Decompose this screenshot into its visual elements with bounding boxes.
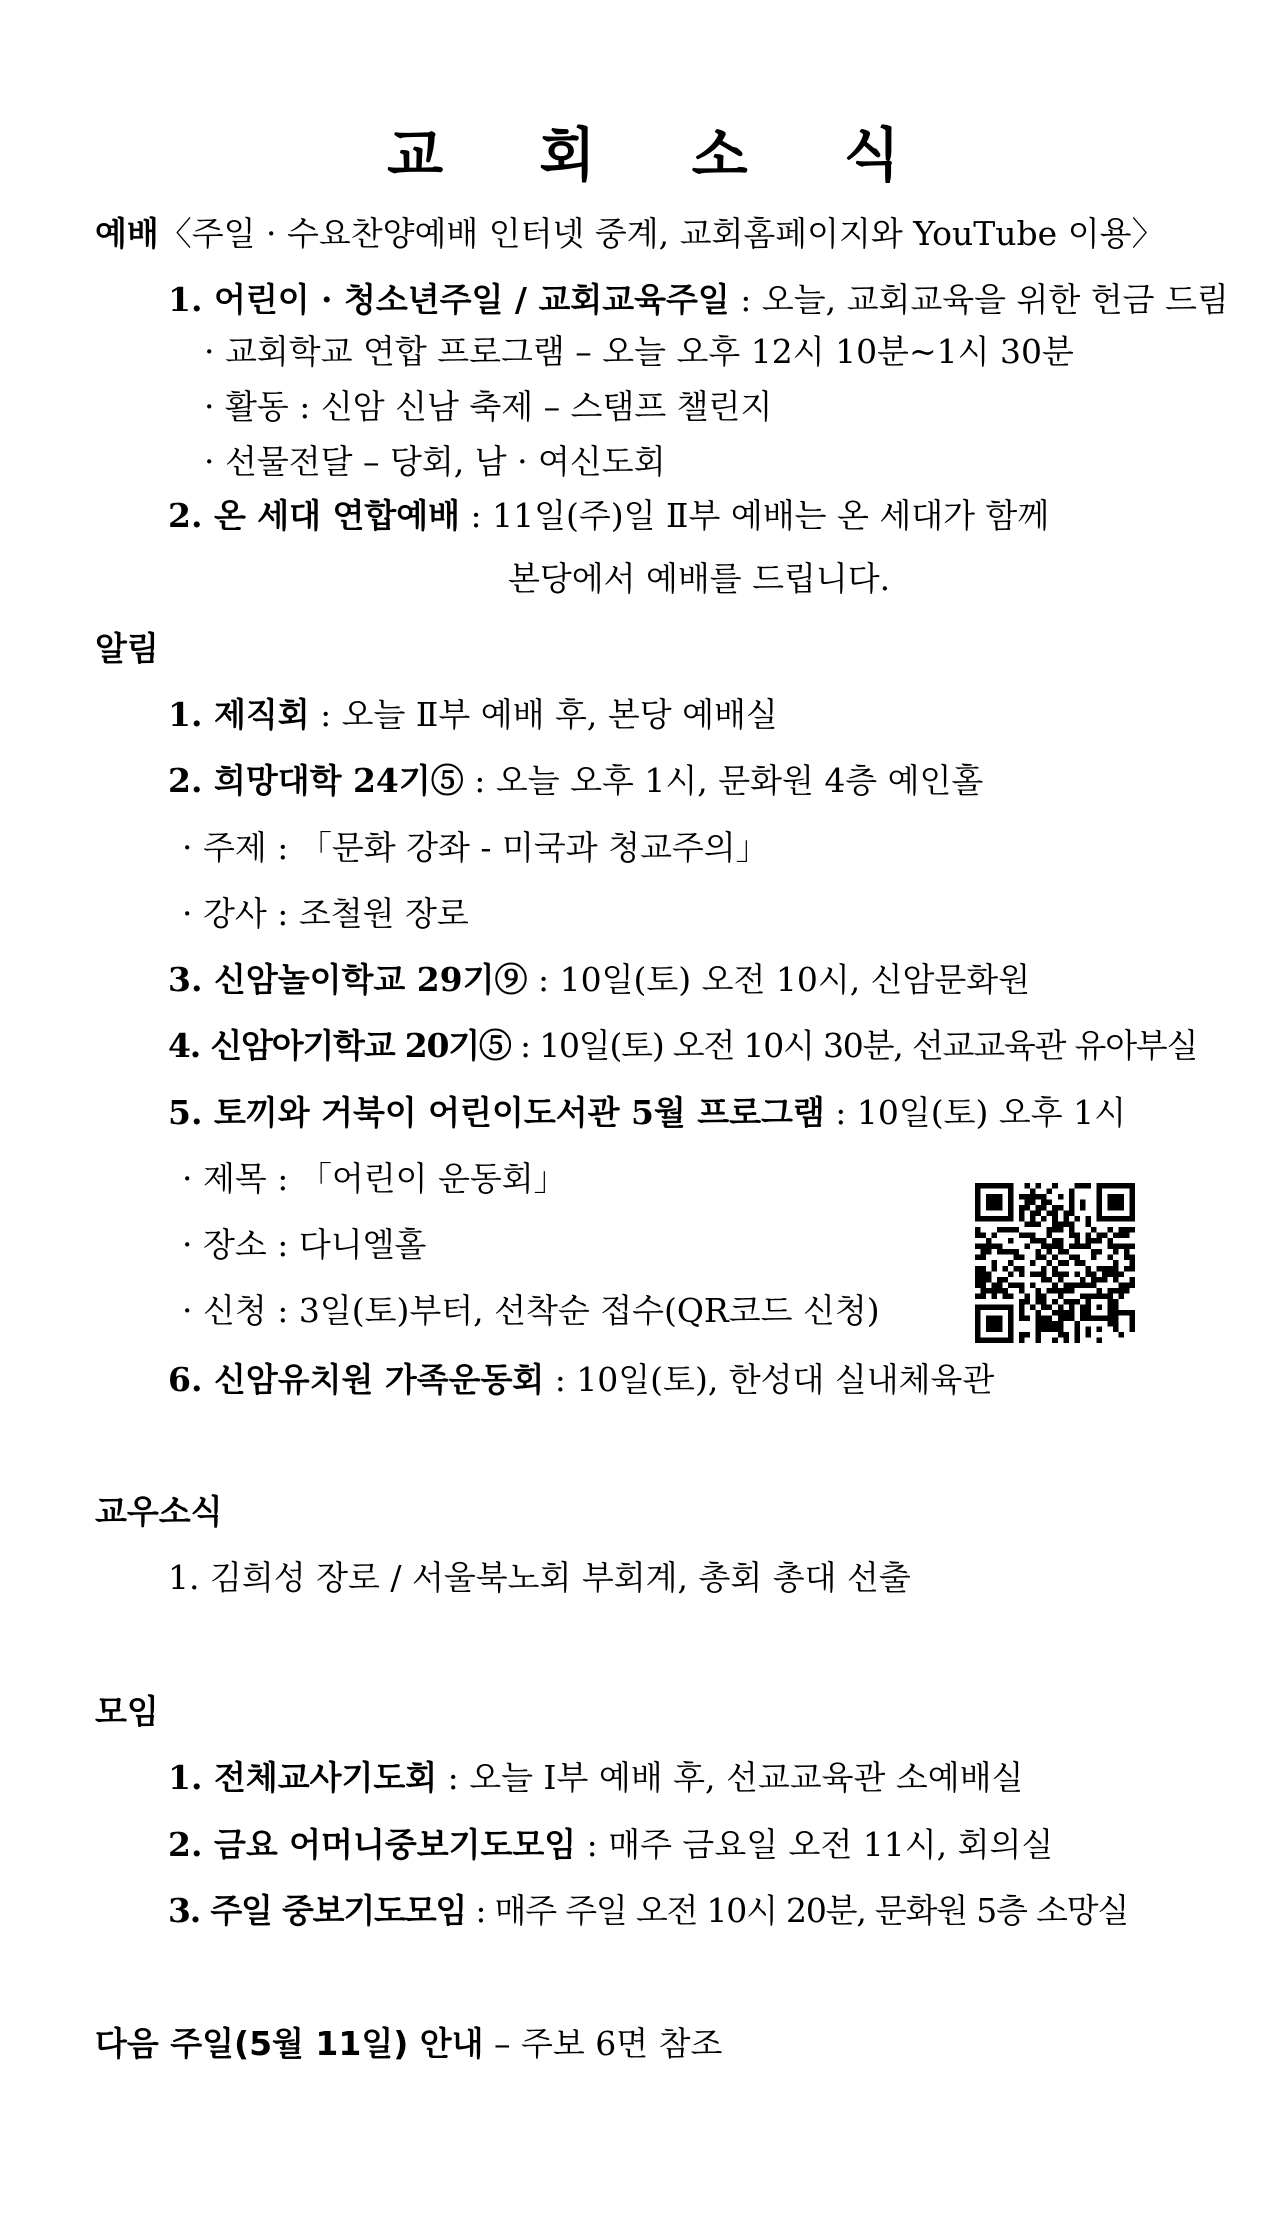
notice-item-1-text: : 오늘 Ⅱ부 예배 후, 본당 예배실: [309, 695, 778, 734]
worship-heading: 예배: [95, 214, 159, 253]
worship-heading-line: [95, 212, 1164, 256]
notice-item-2: [168, 759, 983, 803]
notice-item-6-label: 6. 신암유치원 가족운동회: [168, 1360, 545, 1399]
meeting-item-1: [168, 1756, 1023, 1800]
meeting-item-2-text: : 매주 금요일 오전 11시, 회의실: [576, 1825, 1054, 1864]
meeting-item-3-text: : 매주 주일 오전 10시 20분, 문화원 5층 소망실: [466, 1891, 1129, 1930]
meeting-item-3-label: 3. 주일 중보기도모임: [168, 1891, 467, 1930]
worship-sub-2: · 활동 : 신암 신남 축제 – 스탬프 챌린지: [204, 387, 773, 426]
notice-item-4-text: : 10일(토) 오전 10시 30분, 선교교육관 유아부실: [510, 1026, 1198, 1065]
worship-sub-1: · 교회학교 연합 프로그램 – 오늘 오후 12시 10분~1시 30분: [204, 332, 1074, 371]
notice-item-4: [168, 1024, 1197, 1068]
worship-item-2: [168, 494, 1049, 538]
notice-sub-lecturer: · 강사 : 조철원 장로: [182, 894, 469, 933]
notices-heading: 알림: [95, 629, 159, 668]
worship-item-1: [168, 278, 1229, 322]
page-title: 교 회 소 식: [387, 121, 938, 189]
notice-item-1: [168, 693, 778, 737]
notice-item-5-label: 5. 토끼와 거북이 어린이도서관 5월 프로그램: [168, 1093, 825, 1132]
worship-note: 〈주일 · 수요찬양예배 인터넷 중계, 교회홈페이지와 YouTube 이용〉: [158, 214, 1165, 253]
notice-sub-place: · 장소 : 다니엘홀: [182, 1225, 427, 1264]
meeting-item-1-label: 1. 전체교사기도회: [168, 1758, 438, 1797]
meeting-item-3: [168, 1889, 1128, 1933]
notice-sub-title: · 제목 : 「어린이 운동회」: [182, 1159, 567, 1198]
notice-item-6-text: : 10일(토), 한성대 실내체육관: [544, 1360, 995, 1399]
next-week-line: [95, 2022, 722, 2066]
members-heading: 교우소식: [95, 1492, 223, 1531]
worship-sub-3: · 선물전달 – 당회, 남 · 여신도회: [204, 442, 666, 481]
notice-item-5-text: : 10일(토) 오후 1시: [824, 1093, 1126, 1132]
meeting-item-2-label: 2. 금요 어머니중보기도모임: [168, 1825, 577, 1864]
notice-item-4-label: 4. 신암아기학교 20기⑤: [168, 1026, 511, 1065]
notice-item-3-label: 3. 신암놀이학교 29기⑨: [168, 960, 528, 999]
meetings-heading: 모임: [95, 1692, 159, 1731]
meeting-item-1-text: : 오늘 Ⅰ부 예배 후, 선교교육관 소예배실: [437, 1758, 1024, 1797]
meeting-item-2: [168, 1823, 1053, 1867]
next-week-text: – 주보 6면 참조: [483, 2024, 723, 2063]
notice-sub-apply: · 신청 : 3일(토)부터, 선착순 접수(QR코드 신청): [182, 1291, 880, 1330]
notice-item-5: [168, 1091, 1126, 1135]
worship-item-2-text: : 11일(주)일 Ⅱ부 예배는 온 세대가 함께: [460, 496, 1050, 535]
members-item-1: 1. 김희성 장로 / 서울북노회 부회계, 총회 총대 선출: [168, 1558, 911, 1597]
notice-item-2-text: : 오늘 오후 1시, 문화원 4층 예인홀: [463, 761, 984, 800]
worship-item-2-label: 2. 온 세대 연합예배: [168, 496, 461, 535]
notice-sub-topic: · 주제 : 「문화 강좌 - 미국과 청교주의」: [182, 828, 769, 867]
worship-item-1-label: 1. 어린이 · 청소년주일 / 교회교육주일: [168, 280, 730, 319]
notice-item-3-text: : 10일(토) 오전 10시, 신암문화원: [527, 960, 1031, 999]
qr-code-icon[interactable]: [975, 1183, 1135, 1343]
worship-item-2-continued: 본당에서 예배를 드립니다.: [508, 559, 891, 598]
worship-item-1-text: : 오늘, 교회교육을 위한 헌금 드림: [729, 280, 1229, 319]
notice-item-6: [168, 1358, 994, 1402]
notice-item-3: [168, 958, 1030, 1002]
notice-item-1-label: 1. 제직회: [168, 695, 310, 734]
notice-item-2-label: 2. 희망대학 24기⑤: [168, 761, 464, 800]
next-week-heading: 다음 주일(5월 11일) 안내: [95, 2024, 484, 2063]
